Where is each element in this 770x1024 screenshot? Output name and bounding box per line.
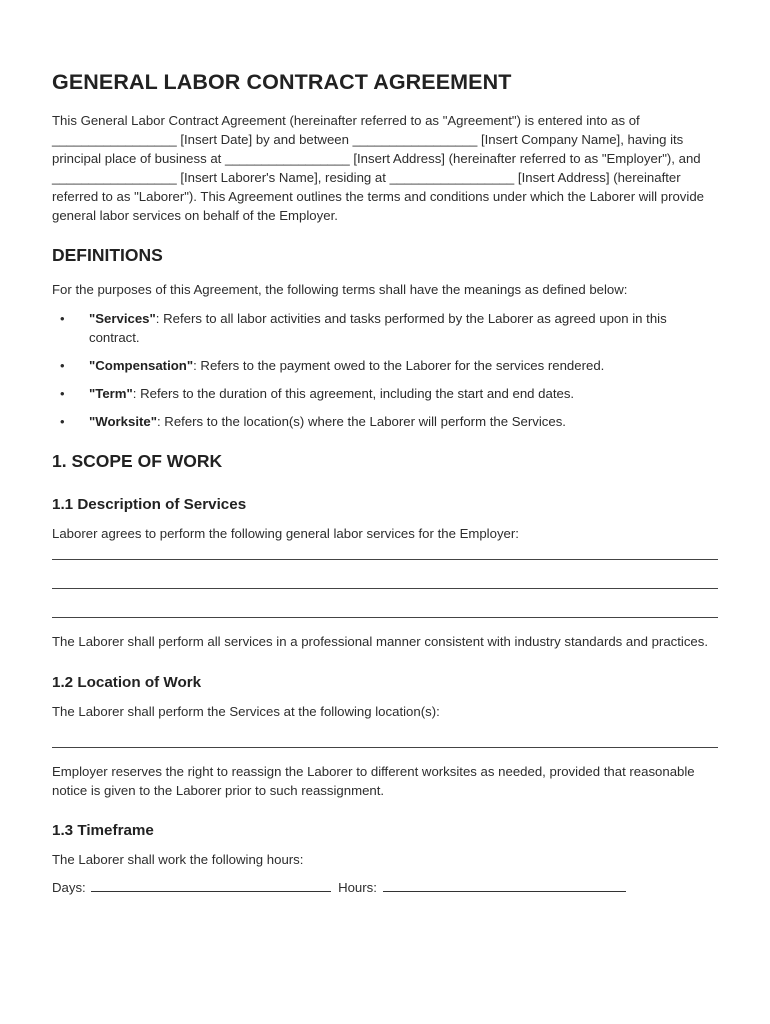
definition-text: : Refers to the duration of this agreement, including the start and end dates. <box>132 386 575 401</box>
days-label: Days: <box>52 880 86 895</box>
location-blank-line[interactable] <box>52 746 718 748</box>
bullet-icon: • <box>60 414 65 429</box>
intro-paragraph: This General Labor Contract Agreement (hereinafter referred to as "Agreement") is entered into as of _________________ [Insert Date] by and between _________________ [Insert Company Name], having its principal place of business at _________________ [Insert Address] (hereinafter referred to as "Employer"), and _________________ [Insert Laborer's Name], residing at _________________ [Insert Address] (hereinafter referred to as "Laborer"). This Agreement outlines the terms and conditions under which the Laborer will provide general labor services on behalf of the Employer. <box>52 113 704 223</box>
location-after: Employer reserves the right to reassign the Laborer to different worksites as needed, provided that reasonable notice is given to the Laborer prior to such reassignment. <box>52 764 695 798</box>
scope-heading: 1. SCOPE OF WORK <box>52 451 223 471</box>
definitions-section <box>52 245 720 431</box>
location-lead: The Laborer shall perform the Services at the following location(s): <box>52 704 440 719</box>
definition-item <box>52 384 720 403</box>
timeframe-heading: 1.3 Timeframe <box>52 822 154 839</box>
document-title: GENERAL LABOR CONTRACT AGREEMENT <box>52 70 512 94</box>
definitions-lead: For the purposes of this Agreement, the following terms shall have the meanings as defined below: <box>52 282 628 297</box>
description-lead: Laborer agrees to perform the following general labor services for the Employer: <box>52 526 519 541</box>
blank-line[interactable] <box>52 616 718 618</box>
timeframe-fields <box>52 878 720 897</box>
bullet-icon: • <box>60 311 65 326</box>
definitions-list <box>52 309 720 431</box>
document-page <box>52 70 720 897</box>
definition-text: : Refers to the location(s) where the Laborer will perform the Services. <box>156 414 566 429</box>
blank-line[interactable] <box>52 587 718 589</box>
definition-item <box>52 356 720 375</box>
definition-item <box>52 309 720 347</box>
description-blank-lines <box>52 558 720 618</box>
location-heading: 1.2 Location of Work <box>52 674 202 691</box>
bullet-icon: • <box>60 386 65 401</box>
description-after: The Laborer shall perform all services in a professional manner consistent with industry standards and practices. <box>52 634 709 649</box>
hours-label: Hours: <box>338 880 377 895</box>
definition-item <box>52 412 720 431</box>
definition-text: : Refers to the payment owed to the Laborer for the services rendered. <box>193 358 605 373</box>
definition-term: "Worksite" <box>89 414 157 429</box>
definitions-heading: DEFINITIONS <box>52 245 163 265</box>
description-heading: 1.1 Description of Services <box>52 496 247 513</box>
hours-field[interactable] <box>383 880 626 892</box>
bullet-icon: • <box>60 358 65 373</box>
definition-term: "Compensation" <box>89 358 194 373</box>
scope-section <box>52 451 720 897</box>
timeframe-lead: The Laborer shall work the following hours: <box>52 852 304 867</box>
definition-term: "Services" <box>89 311 156 326</box>
days-field[interactable] <box>91 880 331 892</box>
blank-line[interactable] <box>52 558 718 560</box>
definition-text: : Refers to all labor activities and tasks performed by the Laborer as agreed upon in this contract. <box>89 311 667 345</box>
definition-term: "Term" <box>89 386 133 401</box>
